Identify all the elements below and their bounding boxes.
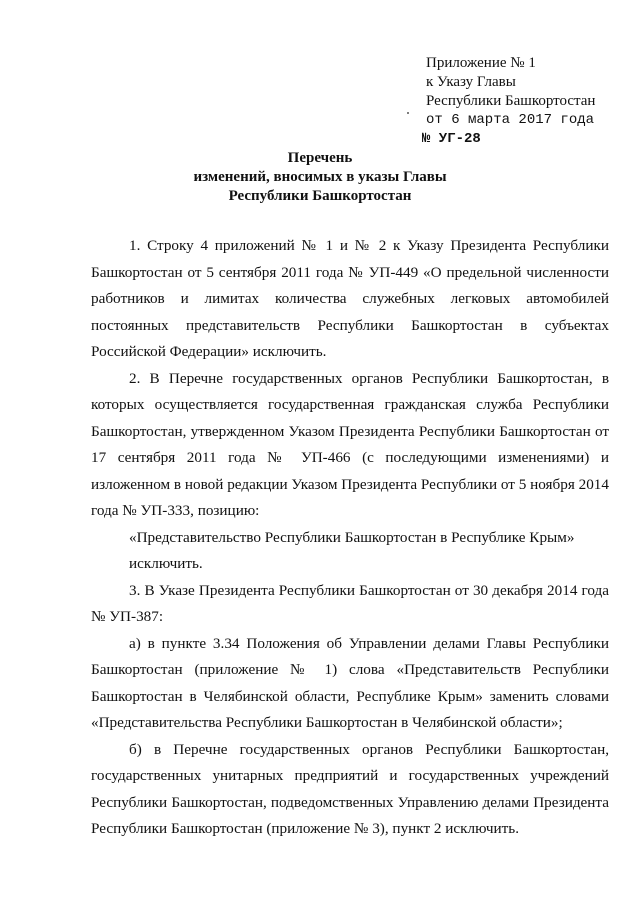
appendix-line-1: Приложение № 1 bbox=[426, 55, 536, 71]
document-body bbox=[91, 233, 609, 843]
appendix-line-2: к Указу Главы bbox=[426, 74, 516, 90]
scan-speck bbox=[407, 112, 409, 114]
title-line-3: Республики Башкортостан bbox=[228, 188, 412, 204]
paragraph-2: 2. В Перечне государственных органов Республики Башкортостан, в которых осуществляется государственная гражданская служба Республики Башкортостан, утвержденном Указом Президента Республики Башкортостан от 17 сентября 2011 года № УП-466 (с последующими изменениями) и изложенном в новой редакции Указом Президента Республики от 5 ноября 2014 года № УП-333, позицию: bbox=[91, 369, 609, 519]
paragraph-3: 3. В Указе Президента Республики Башкортостан от 30 декабря 2014 года № УП-387: bbox=[91, 581, 609, 625]
decree-date: от 6 марта 2017 года bbox=[426, 112, 595, 128]
paragraph-2-quote: «Представительство Республики Башкортостан в Республике Крым» bbox=[129, 528, 575, 546]
appendix-header bbox=[422, 54, 626, 149]
paragraph-3b: б) в Перечне государственных органов Республики Башкортостан, государственных унитарных предприятий и государственных учреждений Республики Башкортостан, подведомственных Управлению делами Президента Республики Башкортостан (приложение № 3), пункт 2 исключить. bbox=[91, 740, 609, 837]
paragraph-3a: а) в пункте 3.34 Положения об Управлении делами Главы Республики Башкортостан (приложение № 1) слова «Представительств Республики Башкортостан в Челябинской области, Республике Крым» заменить словами «Представительства Республики Башкортостан в Челябинской области»; bbox=[91, 634, 609, 731]
paragraph-1: 1. Строку 4 приложений № 1 и № 2 к Указу Президента Республики Башкортостан от 5 сентября 2011 года № УП-449 «О предельной численности работников и лимитах количества служебных легковых автомобилей постоянных представительств Республики Башкортостан в субъектах Российской Федерации» исключить. bbox=[91, 237, 609, 360]
appendix-line-3: Республики Башкортостан bbox=[426, 93, 596, 109]
decree-number: № УГ-28 bbox=[422, 131, 481, 147]
document-title bbox=[0, 149, 640, 206]
title-line-1: Перечень bbox=[287, 150, 353, 166]
title-line-2: изменений, вносимых в указы Главы bbox=[193, 169, 447, 185]
paragraph-2-end: исключить. bbox=[129, 555, 203, 572]
